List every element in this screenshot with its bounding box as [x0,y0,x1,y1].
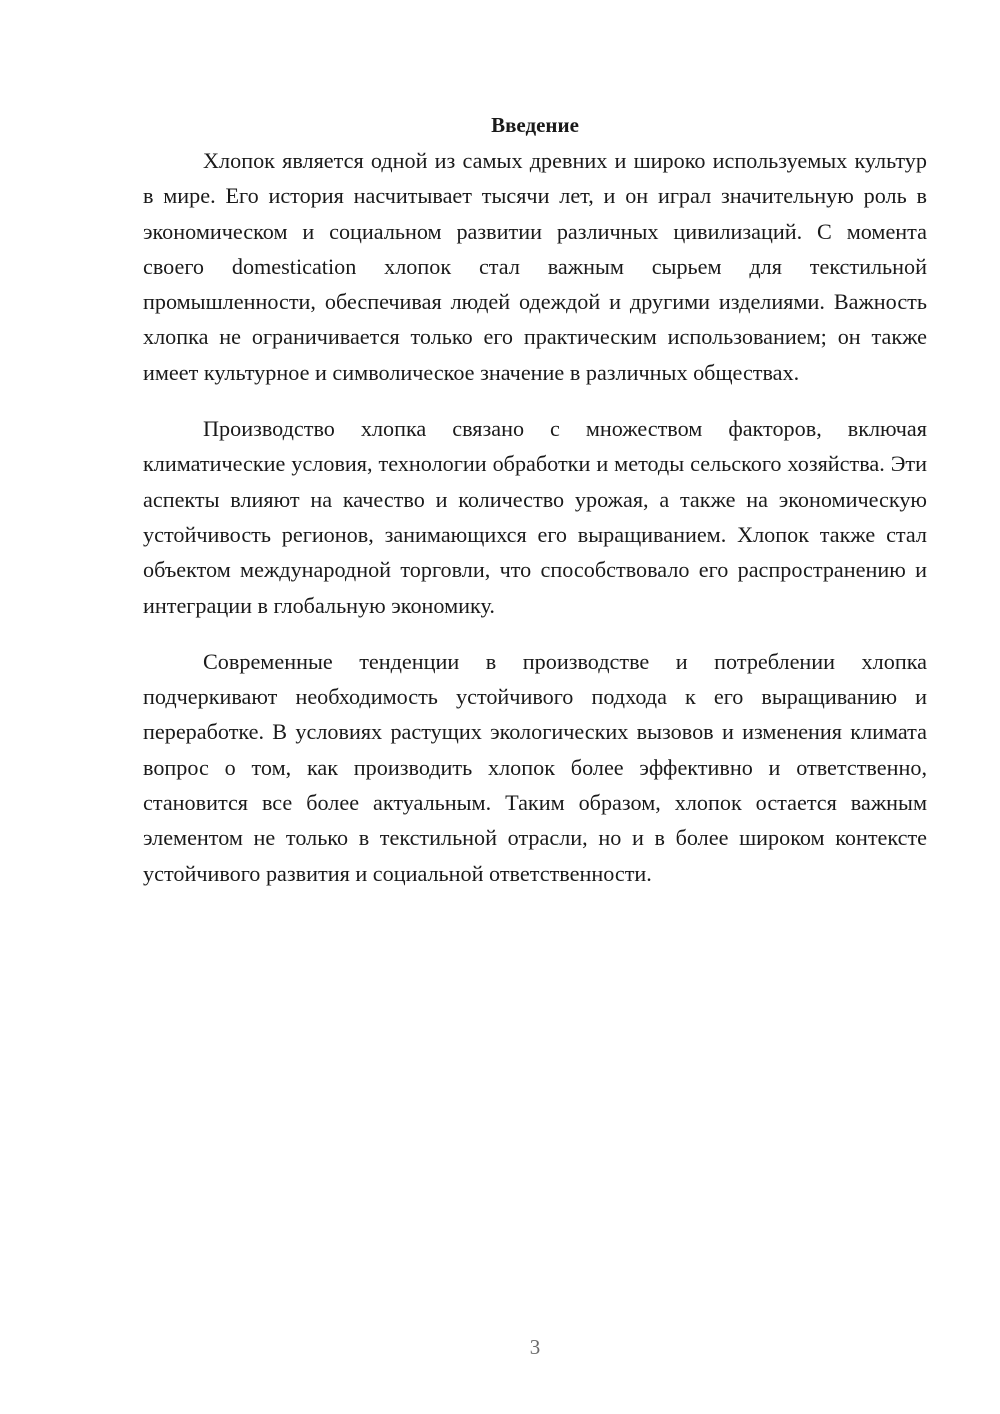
page-number: 3 [529,1335,541,1359]
body-text [143,143,927,912]
paragraph-modern-trends: Современные тенденции в производстве и потреблении хлопка подчеркивают необходимость устойчивого подхода к его выращиванию и переработке. В условиях растущих экологических вызовов и изменения климата вопрос о том, как производить хлопок более эффективно и ответственно, становится все более актуальным. Таким образом, хлопок остается важным элементом не только в текстильной отрасли, но и в более широком контексте устойчивого развития и социальной ответственности. [143,648,927,886]
paragraph-production-factors: Производство хлопка связано с множеством факторов, включая климатические условия, технологии обработки и методы сельского хозяйства. Эти аспекты влияют на качество и количество урожая, а также на экономическую устойчивость регионов, занимающихся его выращиванием. Хлопок также стал объектом международной торговли, что способствовало его распространению и интеграции в глобальную экономику. [143,416,927,618]
page-title: Введение [491,113,579,138]
paragraph-intro-history: Хлопок является одной из самых древних и широко используемых культур в мире. Его история насчитывает тысячи лет, и он играл значительную роль в экономическом и социальном развитии различных цивилизаций. С момента своего domestication хлопок стал важным сырьем для текстильной промышленности, обеспечивая людей одеждой и другими изделиями. Важность хлопка не ограничивается только его практическим использованием; он также имеет культурное и символическое значение в различных обществах. [143,148,927,385]
